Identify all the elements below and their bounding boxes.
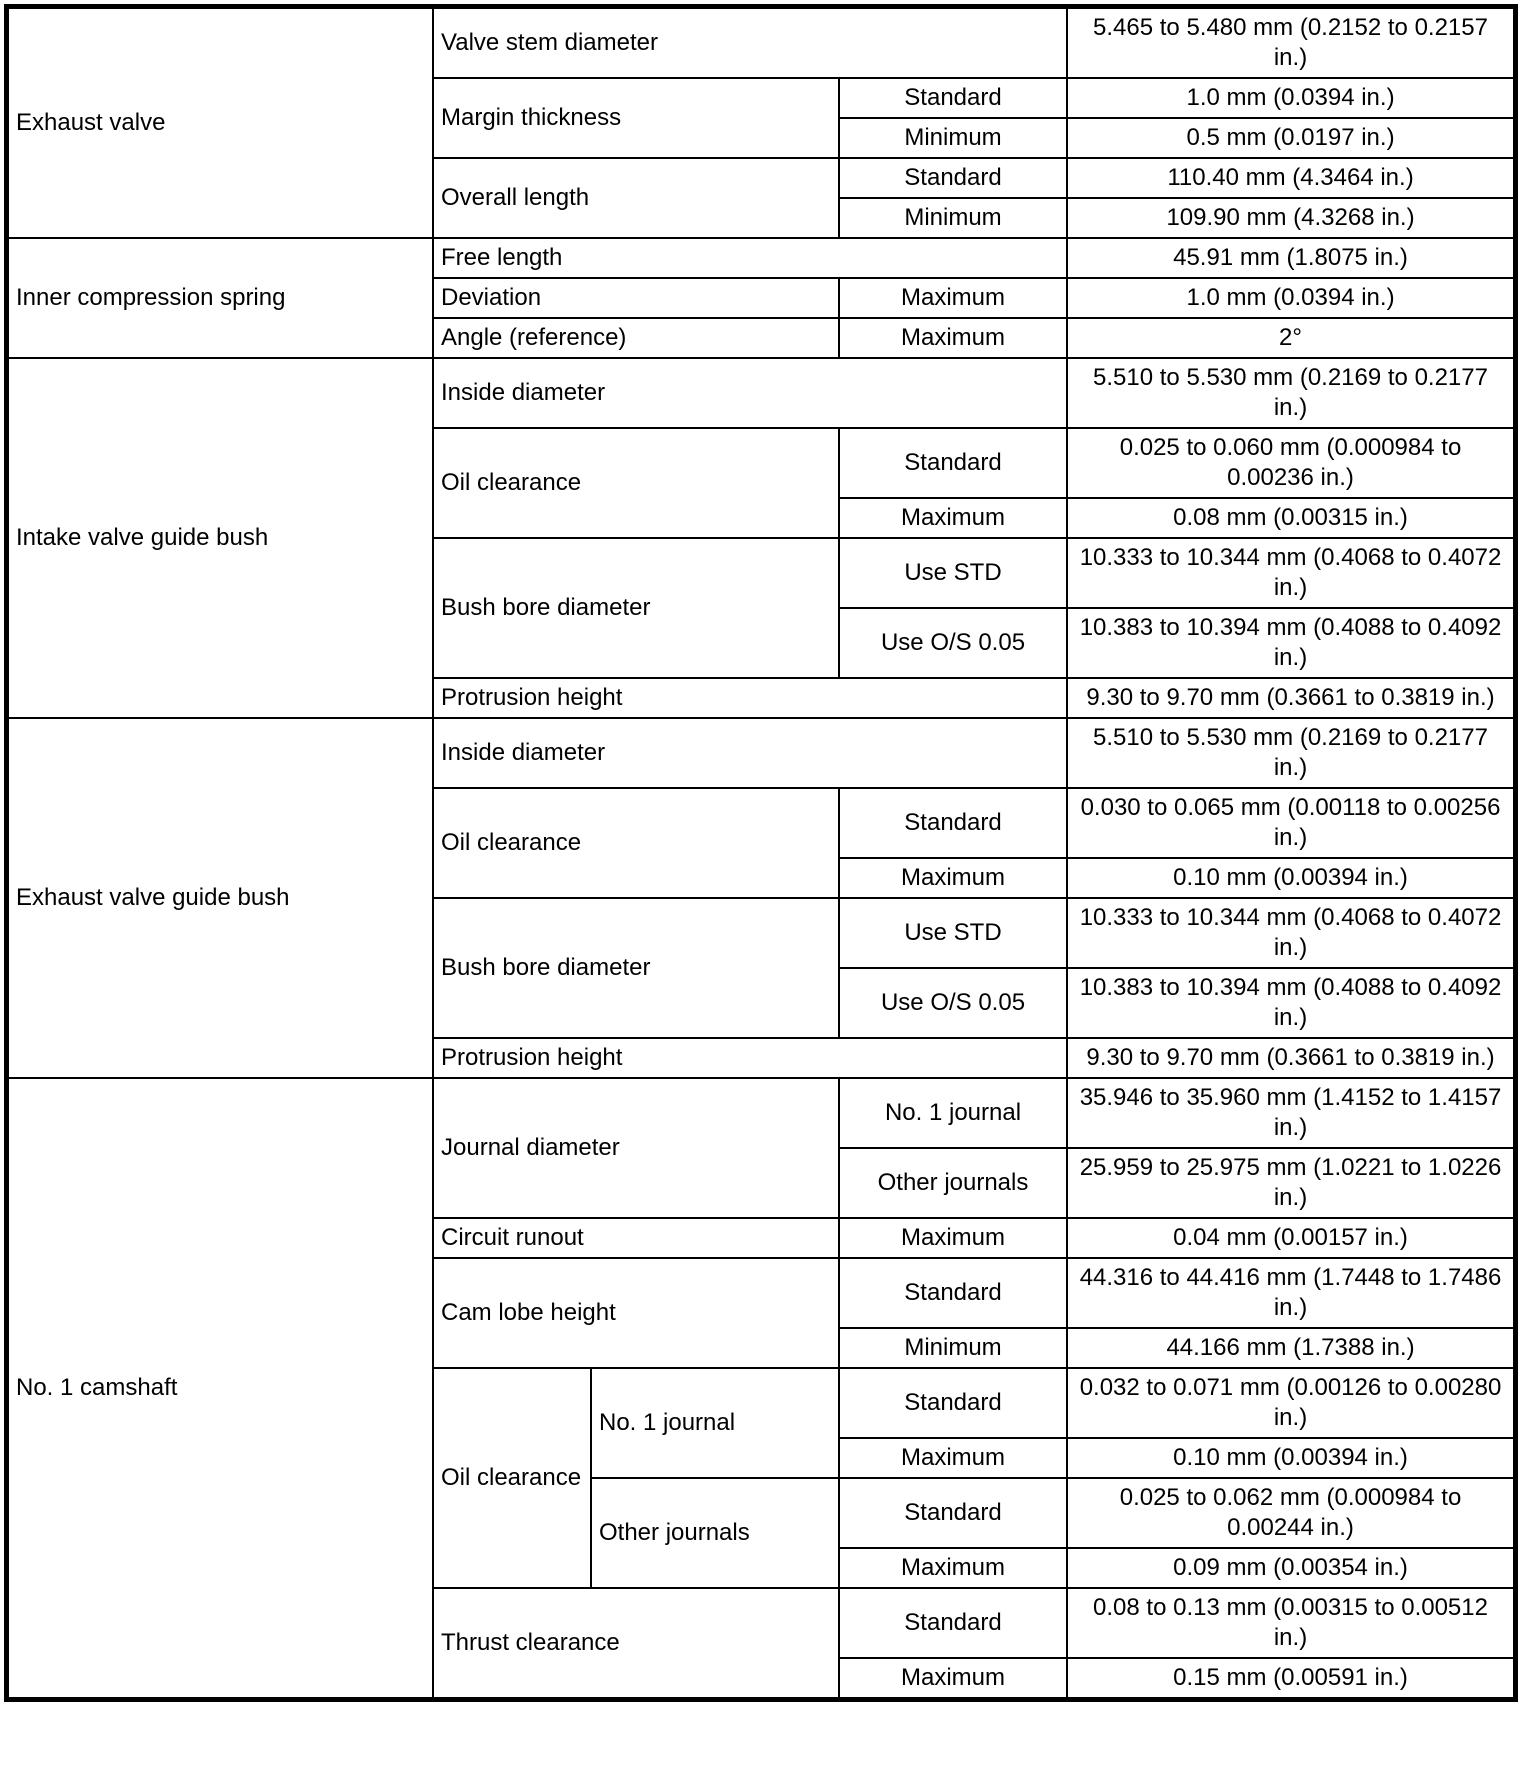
table-cell: Angle (reference) (433, 318, 839, 358)
table-cell: Overall length (433, 158, 839, 238)
table-cell: Oil clearance (433, 788, 839, 898)
table-cell: Use STD (839, 898, 1067, 968)
table-cell: 0.5 mm (0.0197 in.) (1067, 118, 1514, 158)
table-cell: Bush bore diameter (433, 538, 839, 678)
table-cell: Standard (839, 428, 1067, 498)
table-cell: Oil clearance (433, 428, 839, 538)
table-cell: Maximum (839, 278, 1067, 318)
table-cell: 44.166 mm (1.7388 in.) (1067, 1328, 1514, 1368)
table-cell: Bush bore diameter (433, 898, 839, 1038)
table-cell: 0.032 to 0.071 mm (0.00126 to 0.00280 in.) (1067, 1368, 1514, 1438)
table-cell: 35.946 to 35.960 mm (1.4152 to 1.4157 in.) (1067, 1078, 1514, 1148)
table-row (8, 8, 1514, 78)
table-cell: 110.40 mm (4.3464 in.) (1067, 158, 1514, 198)
table-row (8, 718, 1514, 788)
table-cell: Use O/S 0.05 (839, 968, 1067, 1038)
table-cell: 2° (1067, 318, 1514, 358)
component-name-cell: Exhaust valve guide bush (8, 718, 433, 1078)
table-cell: Minimum (839, 198, 1067, 238)
table-cell: 5.510 to 5.530 mm (0.2169 to 0.2177 in.) (1067, 358, 1514, 428)
table-cell: Journal diameter (433, 1078, 839, 1218)
table-cell: Free length (433, 238, 1067, 278)
table-row (8, 358, 1514, 428)
table-cell: Maximum (839, 858, 1067, 898)
table-cell: Cam lobe height (433, 1258, 839, 1368)
table-cell: Minimum (839, 1328, 1067, 1368)
table-cell: 0.15 mm (0.00591 in.) (1067, 1658, 1514, 1698)
table-cell: 10.383 to 10.394 mm (0.4088 to 0.4092 in.) (1067, 968, 1514, 1038)
component-name-cell: Inner compression spring (8, 238, 433, 358)
table-cell: 0.08 mm (0.00315 in.) (1067, 498, 1514, 538)
table-cell: 10.383 to 10.394 mm (0.4088 to 0.4092 in.) (1067, 608, 1514, 678)
table-cell: 45.91 mm (1.8075 in.) (1067, 238, 1514, 278)
spec-table (7, 7, 1515, 1699)
table-cell: 10.333 to 10.344 mm (0.4068 to 0.4072 in.) (1067, 898, 1514, 968)
table-cell: Valve stem diameter (433, 8, 1067, 78)
table-cell: Use O/S 0.05 (839, 608, 1067, 678)
table-cell: Other journals (839, 1148, 1067, 1218)
table-cell: Standard (839, 78, 1067, 118)
table-cell: 1.0 mm (0.0394 in.) (1067, 278, 1514, 318)
table-cell: 10.333 to 10.344 mm (0.4068 to 0.4072 in.) (1067, 538, 1514, 608)
table-cell: 0.025 to 0.062 mm (0.000984 to 0.00244 in.) (1067, 1478, 1514, 1548)
table-cell: Maximum (839, 498, 1067, 538)
table-cell: Oil clearance (433, 1368, 591, 1588)
table-cell: 1.0 mm (0.0394 in.) (1067, 78, 1514, 118)
table-cell: 0.10 mm (0.00394 in.) (1067, 858, 1514, 898)
table-cell: 0.025 to 0.060 mm (0.000984 to 0.00236 in.) (1067, 428, 1514, 498)
table-cell: 25.959 to 25.975 mm (1.0221 to 1.0226 in.) (1067, 1148, 1514, 1218)
table-cell: Inside diameter (433, 718, 1067, 788)
table-row (8, 1078, 1514, 1148)
table-cell: 9.30 to 9.70 mm (0.3661 to 0.3819 in.) (1067, 678, 1514, 718)
table-cell: Standard (839, 788, 1067, 858)
table-cell: Inside diameter (433, 358, 1067, 428)
component-name-cell: Exhaust valve (8, 8, 433, 238)
table-cell: 0.04 mm (0.00157 in.) (1067, 1218, 1514, 1258)
table-cell: 0.030 to 0.065 mm (0.00118 to 0.00256 in.) (1067, 788, 1514, 858)
table-cell: Maximum (839, 1658, 1067, 1698)
table-cell: Margin thickness (433, 78, 839, 158)
table-cell: Circuit runout (433, 1218, 839, 1258)
table-cell: Standard (839, 1368, 1067, 1438)
table-cell: Maximum (839, 318, 1067, 358)
table-cell: Protrusion height (433, 1038, 1067, 1078)
table-cell: No. 1 journal (591, 1368, 839, 1478)
table-cell: 0.08 to 0.13 mm (0.00315 to 0.00512 in.) (1067, 1588, 1514, 1658)
table-cell: Deviation (433, 278, 839, 318)
spec-table-body (8, 8, 1514, 1698)
table-cell: 5.510 to 5.530 mm (0.2169 to 0.2177 in.) (1067, 718, 1514, 788)
table-row (8, 238, 1514, 278)
table-cell: Maximum (839, 1548, 1067, 1588)
table-cell: Maximum (839, 1218, 1067, 1258)
table-cell: Use STD (839, 538, 1067, 608)
table-cell: Standard (839, 1588, 1067, 1658)
table-cell: Protrusion height (433, 678, 1067, 718)
table-cell: Other journals (591, 1478, 839, 1588)
table-cell: Standard (839, 1478, 1067, 1548)
table-cell: Standard (839, 1258, 1067, 1328)
table-cell: 0.09 mm (0.00354 in.) (1067, 1548, 1514, 1588)
table-cell: 44.316 to 44.416 mm (1.7448 to 1.7486 in.) (1067, 1258, 1514, 1328)
table-cell: 109.90 mm (4.3268 in.) (1067, 198, 1514, 238)
table-cell: 9.30 to 9.70 mm (0.3661 to 0.3819 in.) (1067, 1038, 1514, 1078)
component-name-cell: Intake valve guide bush (8, 358, 433, 718)
component-name-cell: No. 1 camshaft (8, 1078, 433, 1698)
table-cell: 5.465 to 5.480 mm (0.2152 to 0.2157 in.) (1067, 8, 1514, 78)
table-cell: Maximum (839, 1438, 1067, 1478)
table-cell: No. 1 journal (839, 1078, 1067, 1148)
table-cell: 0.10 mm (0.00394 in.) (1067, 1438, 1514, 1478)
table-cell: Thrust clearance (433, 1588, 839, 1698)
table-cell: Standard (839, 158, 1067, 198)
table-cell: Minimum (839, 118, 1067, 158)
